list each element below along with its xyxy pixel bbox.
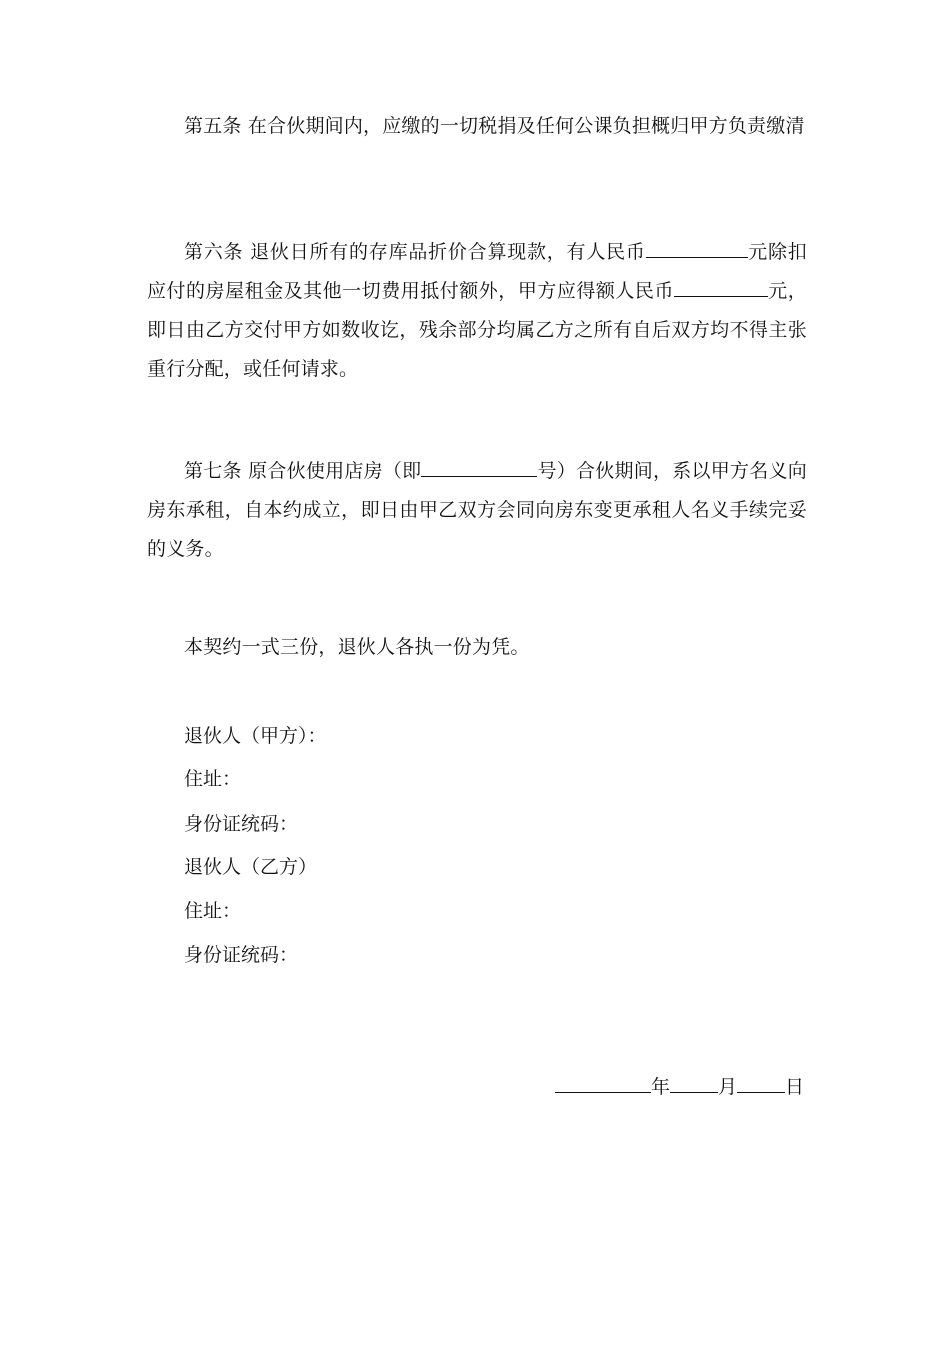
party-b-address-label: 住址： xyxy=(184,900,242,922)
article-6 xyxy=(147,233,807,389)
day-label: 日 xyxy=(784,1076,804,1098)
shop-number-blank[interactable] xyxy=(421,458,537,477)
party-a-label: 退伙人（甲方）： xyxy=(184,725,327,747)
date-line xyxy=(555,1073,804,1101)
article-6-text-2: 元除扣应付的房屋租金及其他一切费用抵付额外，甲方应得额人民币 xyxy=(147,241,807,302)
amount-blank-1[interactable] xyxy=(646,239,748,258)
party-b-label: 退伙人（乙方） xyxy=(184,856,318,878)
copies-clause xyxy=(147,628,807,667)
article-7-text-2: 号）合伙期间，系以甲方名义向房东承租，自本约成立，即日由甲乙双方会同向房东变更承租人名义手续完妥的义务。 xyxy=(147,460,807,560)
copies-text: 本契约一式三份，退伙人各执一份为凭。 xyxy=(184,636,530,658)
article-7 xyxy=(147,452,807,569)
month-blank[interactable] xyxy=(670,1074,718,1093)
party-a-address-label: 住址： xyxy=(184,768,242,790)
month-label: 月 xyxy=(717,1076,737,1098)
article-7-text-1: 第七条 原合伙使用店房（即 xyxy=(184,460,422,482)
day-blank[interactable] xyxy=(737,1074,785,1093)
article-6-text-3: 元，即日由乙方交付甲方如数收讫，残余部分均属乙方之所有自后双方均不得主张重行分配，或任何请求。 xyxy=(147,280,808,380)
year-label: 年 xyxy=(650,1076,670,1098)
party-b-id-label: 身份证统码： xyxy=(184,944,299,966)
article-5-text: 第五条 在合伙期间内，应缴的一切税捐及任何公课负担概归甲方负责缴清 xyxy=(184,115,805,137)
year-blank[interactable] xyxy=(555,1074,651,1093)
article-5 xyxy=(147,107,807,146)
amount-blank-2[interactable] xyxy=(674,278,768,297)
article-6-text-1: 第六条 退伙日所有的存库品折价合算现款，有人民币 xyxy=(184,241,646,263)
party-a-id-label: 身份证统码： xyxy=(184,813,299,835)
